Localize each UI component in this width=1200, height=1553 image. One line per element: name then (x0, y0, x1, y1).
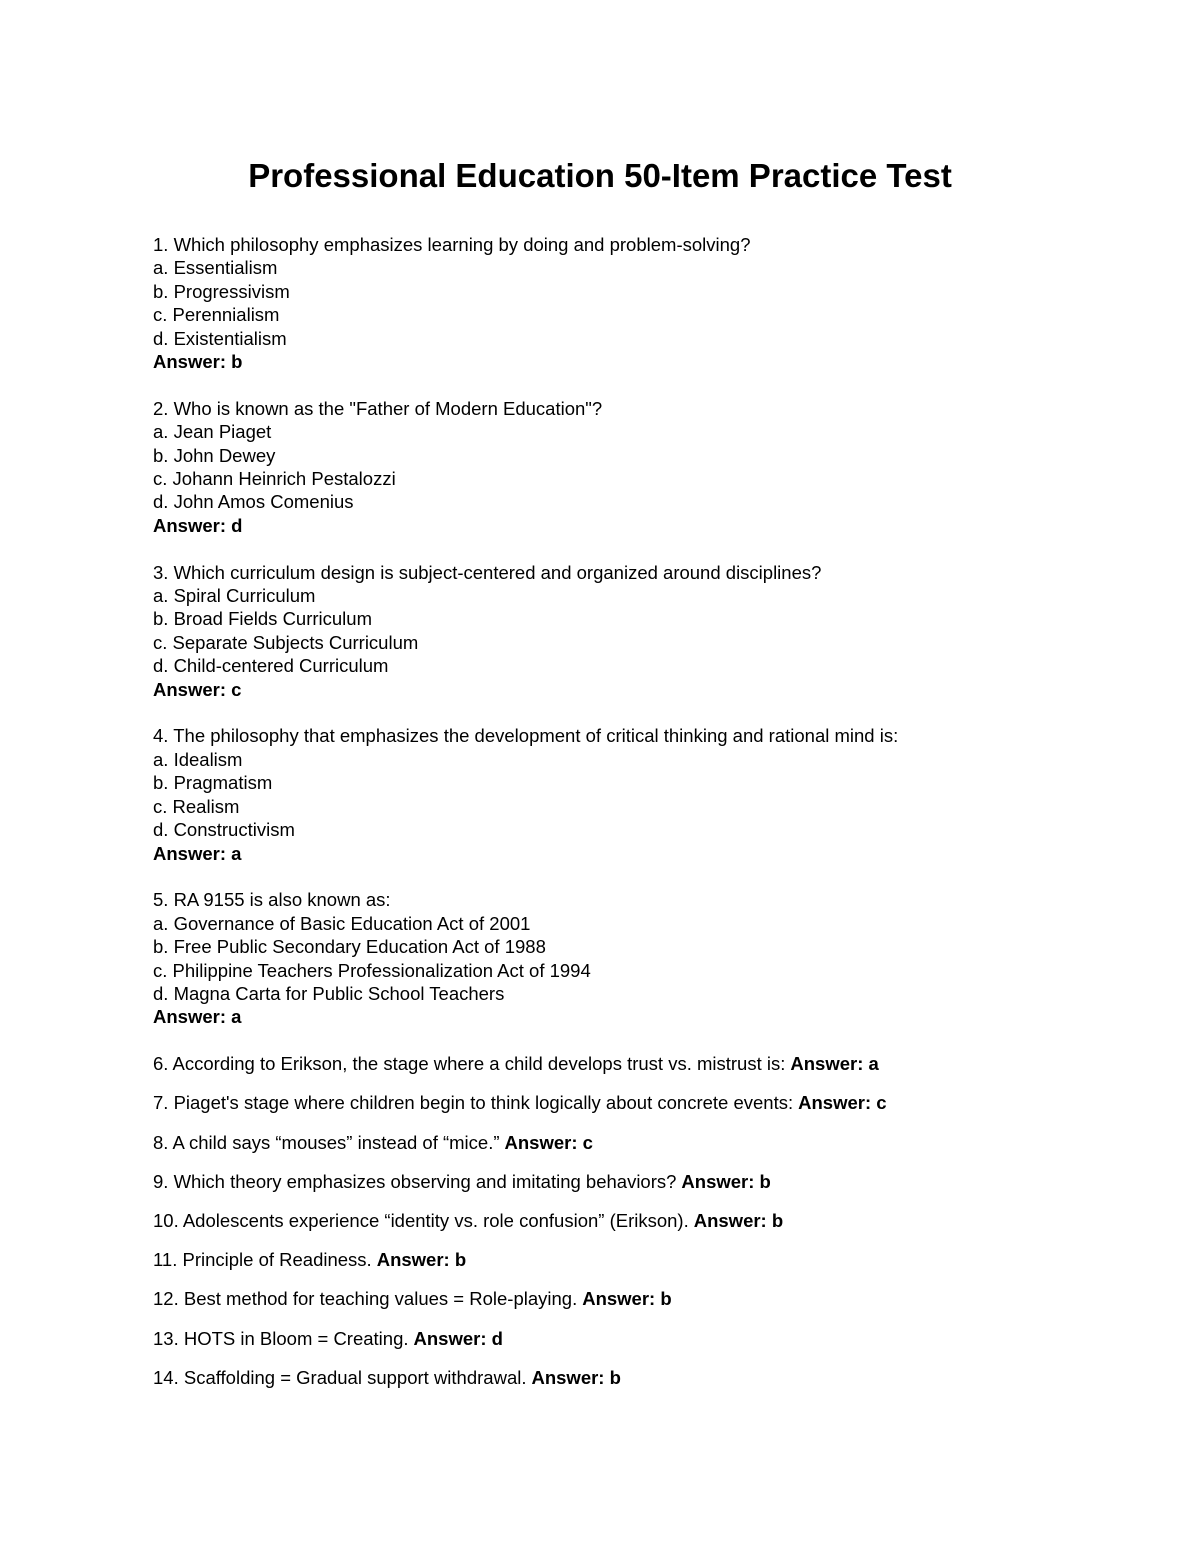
short-item-11 (153, 1248, 1113, 1271)
answer-key: Answer: b (531, 1366, 621, 1388)
answer-key: Answer: d (153, 514, 243, 536)
answer-key: Answer: b (681, 1170, 771, 1192)
item-text: 9. Which theory emphasizes observing and imitating behaviors? (153, 1170, 677, 1192)
item-text: 6. According to Erikson, the stage where a child develops trust vs. mistrust is: (153, 1053, 786, 1075)
short-item-12 (153, 1287, 1113, 1310)
answer-key: Answer: a (790, 1053, 879, 1075)
option-b: b. John Dewey (153, 444, 276, 466)
question-block-3 (153, 561, 1113, 701)
answer-key: Answer: d (413, 1327, 503, 1349)
item-text: 8. A child says “mouses” instead of “mice.” (153, 1131, 500, 1153)
item-text: 11. Principle of Readiness. (153, 1249, 372, 1271)
answer-key: Answer: a (153, 842, 242, 864)
option-c: c. Separate Subjects Curriculum (153, 631, 419, 653)
short-item-14 (153, 1366, 1113, 1389)
option-b: b. Progressivism (153, 280, 290, 302)
question-text: 4. The philosophy that emphasizes the development of critical thinking and rational mind is: (153, 725, 899, 747)
answer-key: Answer: b (582, 1288, 672, 1310)
option-c: c. Johann Heinrich Pestalozzi (153, 468, 396, 490)
option-d: d. Magna Carta for Public School Teachers (153, 982, 505, 1004)
question-block-5 (153, 888, 1113, 1028)
option-b: b. Pragmatism (153, 772, 273, 794)
answer-key: Answer: c (798, 1092, 887, 1114)
option-c: c. Philippine Teachers Professionalization Act of 1994 (153, 959, 591, 981)
option-c: c. Realism (153, 795, 240, 817)
question-text: 5. RA 9155 is also known as: (153, 889, 391, 911)
short-item-13 (153, 1327, 1113, 1350)
option-b: b. Free Public Secondary Education Act of 1988 (153, 936, 546, 958)
answer-key: Answer: b (693, 1209, 784, 1231)
option-a: a. Idealism (153, 748, 243, 770)
question-block-2 (153, 397, 1113, 537)
item-text: 14. Scaffolding = Gradual support withdrawal. (153, 1366, 527, 1388)
option-b: b. Broad Fields Curriculum (153, 608, 372, 630)
short-item-7 (153, 1091, 1113, 1114)
question-text: 2. Who is known as the "Father of Modern Education"? (153, 397, 603, 419)
option-a: a. Jean Piaget (153, 421, 272, 443)
question-block-4 (153, 724, 1113, 864)
option-c: c. Perennialism (153, 304, 280, 326)
short-item-9 (153, 1170, 1113, 1193)
option-d: d. Constructivism (153, 819, 295, 841)
item-text: 7. Piaget's stage where children begin to think logically about concrete events: (153, 1092, 794, 1114)
answer-key: Answer: a (153, 1006, 242, 1028)
short-item-8 (153, 1131, 1113, 1154)
option-d: d. Child-centered Curriculum (153, 655, 389, 677)
option-d: d. John Amos Comenius (153, 491, 354, 513)
item-text: 10. Adolescents experience “identity vs. role confusion” (Erikson). (153, 1209, 689, 1231)
option-a: a. Spiral Curriculum (153, 585, 316, 607)
item-text: 13. HOTS in Bloom = Creating. (153, 1327, 409, 1349)
answer-key: Answer: c (153, 678, 242, 700)
short-item-6 (153, 1052, 1113, 1075)
question-block-1 (153, 233, 1113, 373)
item-text: 12. Best method for teaching values = Role-playing. (153, 1288, 578, 1310)
question-list (153, 233, 1113, 1405)
question-text: 1. Which philosophy emphasizes learning by doing and problem-solving? (153, 234, 751, 255)
option-a: a. Essentialism (153, 257, 278, 279)
option-d: d. Existentialism (153, 327, 287, 349)
question-text: 3. Which curriculum design is subject-centered and organized around disciplines? (153, 561, 822, 583)
page-title: Professional Education 50-Item Practice Test (248, 157, 952, 194)
answer-key: Answer: b (153, 351, 243, 373)
answer-key: Answer: b (376, 1249, 467, 1271)
option-a: a. Governance of Basic Education Act of 2001 (153, 912, 531, 934)
answer-key: Answer: c (504, 1131, 593, 1153)
short-item-10 (153, 1209, 1113, 1232)
